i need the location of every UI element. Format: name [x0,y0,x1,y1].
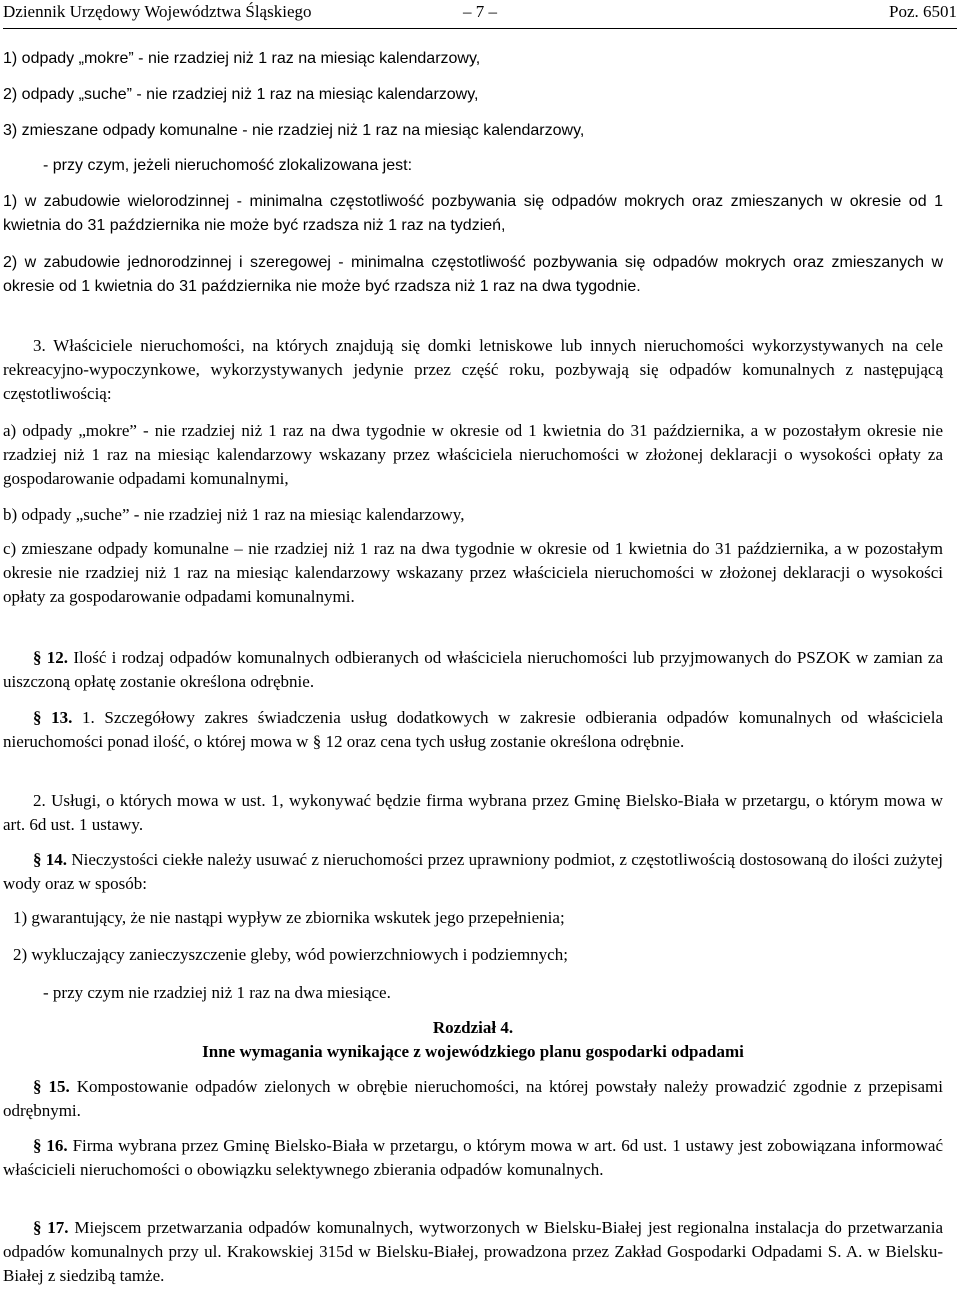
list-item: 2) wykluczający zanieczyszczenie gleby, wód powierzchniowych i podziemnych; [13,945,568,964]
chapter-title: Inne wymagania wynikające z wojewódzkiego planu gospodarki odpadami [202,1042,744,1061]
paragraph: 3. Właściciele nieruchomości, na których znajdują się domki letniskowe lub innych nieruchomości wykorzystywanych na cele rekreacyjno-wypoczynkowe, wykorzystywanych jedynie przez część roku, pozbywają się odpadów komunalnych z następującą częstotliwością: [3,336,943,403]
section-number: § 13. [33,708,73,727]
list-item: 2) odpady „suche” - nie rzadziej niż 1 raz na miesiąc kalendarzowy, [3,86,479,103]
section-text: Miejscem przetwarzania odpadów komunalnych, wytworzonych w Bielsku-Białej jest regionalna instalacja do przetwarzania odpadów komunalnych przy ul. Krakowskiej 315d w Bielsku-Białej, prowadzona przez Zakład Gospodarki Odpadami S. A. w Bielsku-Białej z siedzibą tamże. [3,1218,944,1285]
section-number: § 14. [33,850,68,869]
section-paragraph [3,1075,943,1123]
section-paragraph [3,848,943,896]
list-item: 3) zmieszane odpady komunalne - nie rzadziej niż 1 raz na miesiąc kalendarzowy, [3,122,585,139]
section-number: § 17. [33,1218,69,1237]
section-text: Kompostowanie odpadów zielonych w obrębie nieruchomości, na której powstały należy prowadzić zgodnie z przepisami odrębnymi. [3,1077,943,1120]
list-item: 1) w zabudowie wielorodzinnej - minimalna częstotliwość pozbywania się odpadów mokrych oraz zmieszanych w okresie od 1 kwietnia do 31 października nie może być rzadsza niż 1 raz na tydzień, [3,193,943,234]
section-paragraph [3,706,943,754]
list-item: c) zmieszane odpady komunalne – nie rzadziej niż 1 raz na dwa tygodnie w okresie od 1 kwietnia do 31 października, a w pozostałym okresie nie rzadziej niż 1 raz na miesiąc kalendarzowy wskazany przez właściciela nieruchomości w złożonej deklaracji o wysokości opłaty za gospodarowanie odpadami komunalnymi. [3,539,943,606]
section-number: § 16. [33,1136,68,1155]
section-text: 1. Szczegółowy zakres świadczenia usług dodatkowych w zakresie odbierania odpadów komunalnych od właściciela nieruchomości ponad ilość, o której mowa w § 12 oraz cena tych usług zostanie określona odrębnie. [3,708,944,751]
section-paragraph [3,646,943,694]
list-item: b) odpady „suche” - nie rzadziej niż 1 raz na miesiąc kalendarzowy, [3,505,465,524]
chapter-label: Rozdział 4. [432,1018,514,1037]
list-note: - przy czym nie rzadziej niż 1 raz na dwa miesiące. [43,983,391,1002]
section-text: Nieczystości ciekłe należy usuwać z nieruchomości przez uprawniony podmiot, z częstotliwością dostosowaną do ilości zużytej wody oraz w sposób: [3,850,944,893]
section-text: Firma wybrana przez Gminę Bielsko-Biała w przetargu, o którym mowa w art. 6d ust. 1 ustawy jest zobowiązana informować właścicieli nieruchomości o obowiązku selektywnego zbierania odpadów komunalnych. [3,1136,944,1179]
page-header [3,0,957,29]
section-paragraph [3,1134,943,1182]
section-number: § 15. [33,1077,70,1096]
section-paragraph [3,1216,943,1288]
section-text: Ilość i rodzaj odpadów komunalnych odbieranych od właściciela nieruchomości lub przyjmowanych do PSZOK w zamian za uiszczoną opłatę zostanie określona odrębnie. [3,648,943,691]
journal-name: Dziennik Urzędowy Województwa Śląskiego [3,2,312,21]
page-number: – 7 – [463,2,497,21]
list-note: - przy czym, jeżeli nieruchomość zlokalizowana jest: [43,157,413,174]
list-item: 2) w zabudowie jednorodzinnej i szeregowej - minimalna częstotliwość pozbywania się odpadów mokrych oraz zmieszanych w okresie od 1 kwietnia do 31 października nie może być rzadsza niż 1 raz na dwa tygodnie. [3,254,943,295]
list-item: a) odpady „mokre” - nie rzadziej niż 1 raz na dwa tygodnie w okresie od 1 kwietnia do 31 października, a w pozostałym okresie nie rzadziej niż 1 raz na miesiąc kalendarzowy wskazany przez właściciela nieruchomości w złożonej deklaracji o wysokości opłaty za gospodarowanie odpadami komunalnymi, [3,421,943,488]
list-item: 1) gwarantujący, że nie nastąpi wypływ ze zbiornika wskutek jego przepełnienia; [13,908,565,927]
paragraph: 2. Usługi, o których mowa w ust. 1, wykonywać będzie firma wybrana przez Gminę Bielsko-Biała w przetargu, o którym mowa w art. 6d ust. 1 ustawy. [3,791,943,834]
section-number: § 12. [33,648,69,667]
list-item: 1) odpady „mokre” - nie rzadziej niż 1 raz na miesiąc kalendarzowy, [3,50,481,67]
position-number: Poz. 6501 [889,2,957,21]
